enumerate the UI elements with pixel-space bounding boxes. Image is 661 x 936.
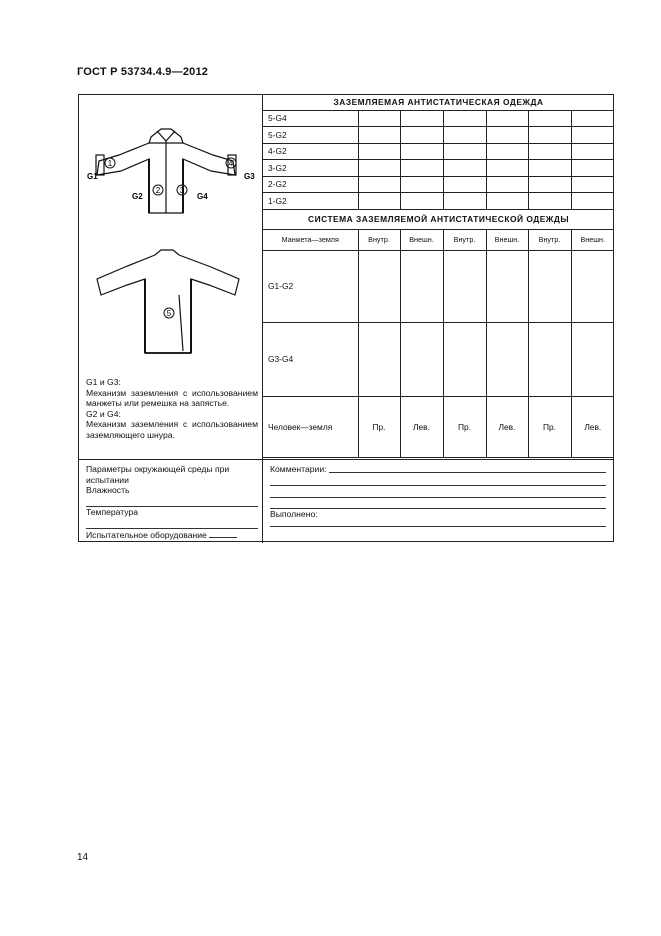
environment-section bbox=[79, 459, 263, 543]
cell bbox=[486, 110, 528, 127]
cell bbox=[358, 160, 400, 177]
document-header: ГОСТ Р 53734.4.9—2012 bbox=[77, 66, 209, 78]
cell bbox=[400, 193, 443, 210]
note-line: Механизм заземления с использованием манжеты или ремешка на запястье. bbox=[86, 387, 258, 409]
cell bbox=[528, 250, 571, 322]
number-5: 5 bbox=[166, 309, 172, 318]
cell bbox=[528, 322, 571, 396]
section-title-garment: ЗАЗЕМЛЯЕМАЯ АНТИСТАТИЧЕСКАЯ ОДЕЖДА bbox=[263, 95, 614, 110]
cell bbox=[486, 322, 528, 396]
done-field[interactable] bbox=[270, 520, 606, 527]
row-label: 4-G2 bbox=[263, 143, 358, 160]
comments-label: Комментарии: bbox=[270, 464, 327, 474]
column-header: Внешн. bbox=[571, 229, 614, 250]
cell bbox=[528, 176, 571, 193]
cell bbox=[443, 322, 486, 396]
cell: Пр. bbox=[528, 396, 571, 457]
number-3: 3 bbox=[179, 186, 185, 195]
cell bbox=[571, 176, 614, 193]
comments-line[interactable] bbox=[270, 475, 606, 487]
cell bbox=[528, 127, 571, 144]
comments-field[interactable] bbox=[329, 464, 606, 473]
column-header: Внутр. bbox=[528, 229, 571, 250]
cell bbox=[571, 160, 614, 177]
cell: Лев. bbox=[486, 396, 528, 457]
figure-column bbox=[79, 95, 263, 459]
done-label: Выполнено: bbox=[270, 509, 318, 519]
row-label: Человек—земля bbox=[263, 396, 358, 457]
cell bbox=[571, 127, 614, 144]
cell: Пр. bbox=[443, 396, 486, 457]
row-label: 5-G2 bbox=[263, 127, 358, 144]
cell bbox=[358, 127, 400, 144]
column-header: Манжета—земля bbox=[263, 229, 358, 250]
cell bbox=[571, 250, 614, 322]
cell bbox=[358, 250, 400, 322]
cell bbox=[571, 143, 614, 160]
cell bbox=[400, 176, 443, 193]
comments-row bbox=[270, 464, 606, 475]
cell bbox=[486, 176, 528, 193]
cell bbox=[400, 160, 443, 177]
humidity-field[interactable] bbox=[86, 496, 258, 508]
cell bbox=[443, 110, 486, 127]
label-g3: G3 bbox=[244, 172, 255, 181]
cell bbox=[358, 322, 400, 396]
temperature-label: Температура bbox=[86, 507, 139, 517]
cell bbox=[571, 322, 614, 396]
cell bbox=[358, 110, 400, 127]
label-g2: G2 bbox=[132, 192, 143, 201]
column-header: Внешн. bbox=[400, 229, 443, 250]
equipment-field[interactable] bbox=[209, 529, 237, 538]
grounding-notes bbox=[86, 377, 258, 441]
cell bbox=[486, 160, 528, 177]
coat-front-view bbox=[96, 129, 236, 213]
row-label: G1-G2 bbox=[263, 250, 358, 322]
cell bbox=[443, 193, 486, 210]
env-params-label: Параметры окружающей среды при испытании bbox=[86, 464, 230, 485]
cell bbox=[528, 160, 571, 177]
label-g1: G1 bbox=[87, 172, 98, 181]
page-number: 14 bbox=[77, 852, 89, 863]
coat-back-view bbox=[97, 250, 239, 353]
cell bbox=[400, 110, 443, 127]
label-g4: G4 bbox=[197, 192, 208, 201]
section-title-system: СИСТЕМА ЗАЗЕМЛЯЕМОЙ АНТИСТАТИЧЕСКОЙ ОДЕЖДЫ bbox=[263, 209, 614, 229]
number-4: 4 bbox=[228, 159, 234, 168]
comments-section bbox=[263, 459, 613, 543]
row-label: G3-G4 bbox=[263, 322, 358, 396]
cell bbox=[400, 322, 443, 396]
cell bbox=[486, 193, 528, 210]
cell: Пр. bbox=[358, 396, 400, 457]
cell bbox=[486, 143, 528, 160]
cell bbox=[358, 176, 400, 193]
cell bbox=[486, 250, 528, 322]
cell bbox=[400, 250, 443, 322]
cell bbox=[400, 143, 443, 160]
cell bbox=[571, 110, 614, 127]
cell: Лев. bbox=[400, 396, 443, 457]
row-label: 3-G2 bbox=[263, 160, 358, 177]
grounding-table bbox=[263, 95, 614, 458]
cell bbox=[571, 193, 614, 210]
row-label: 1-G2 bbox=[263, 193, 358, 210]
equipment-row bbox=[86, 529, 258, 541]
garment-figure bbox=[79, 95, 263, 375]
column-header: Внутр. bbox=[358, 229, 400, 250]
column-header: Внешн. bbox=[486, 229, 528, 250]
humidity-label: Влажность bbox=[86, 485, 130, 495]
cell bbox=[358, 193, 400, 210]
number-1: 1 bbox=[107, 159, 113, 168]
equipment-label: Испытательное оборудование bbox=[86, 530, 207, 540]
column-header: Внутр. bbox=[443, 229, 486, 250]
cell bbox=[443, 176, 486, 193]
note-line: Механизм заземления с использованием заземляющего шнура. bbox=[86, 419, 258, 440]
test-form-frame bbox=[78, 94, 614, 542]
cell bbox=[443, 127, 486, 144]
row-label: 5-G4 bbox=[263, 110, 358, 127]
cell bbox=[528, 193, 571, 210]
cell bbox=[528, 143, 571, 160]
cell bbox=[358, 143, 400, 160]
row-label: 2-G2 bbox=[263, 176, 358, 193]
cell bbox=[443, 160, 486, 177]
cell bbox=[400, 127, 443, 144]
cell bbox=[443, 250, 486, 322]
comments-line[interactable] bbox=[270, 486, 606, 498]
cell bbox=[443, 143, 486, 160]
note-line: G1 и G3: bbox=[86, 377, 121, 387]
cell bbox=[486, 127, 528, 144]
number-2: 2 bbox=[155, 186, 161, 195]
temperature-field[interactable] bbox=[86, 518, 258, 530]
note-line: G2 и G4: bbox=[86, 408, 121, 419]
cell: Лев. bbox=[571, 396, 614, 457]
cell bbox=[528, 110, 571, 127]
comments-line[interactable] bbox=[270, 498, 606, 510]
